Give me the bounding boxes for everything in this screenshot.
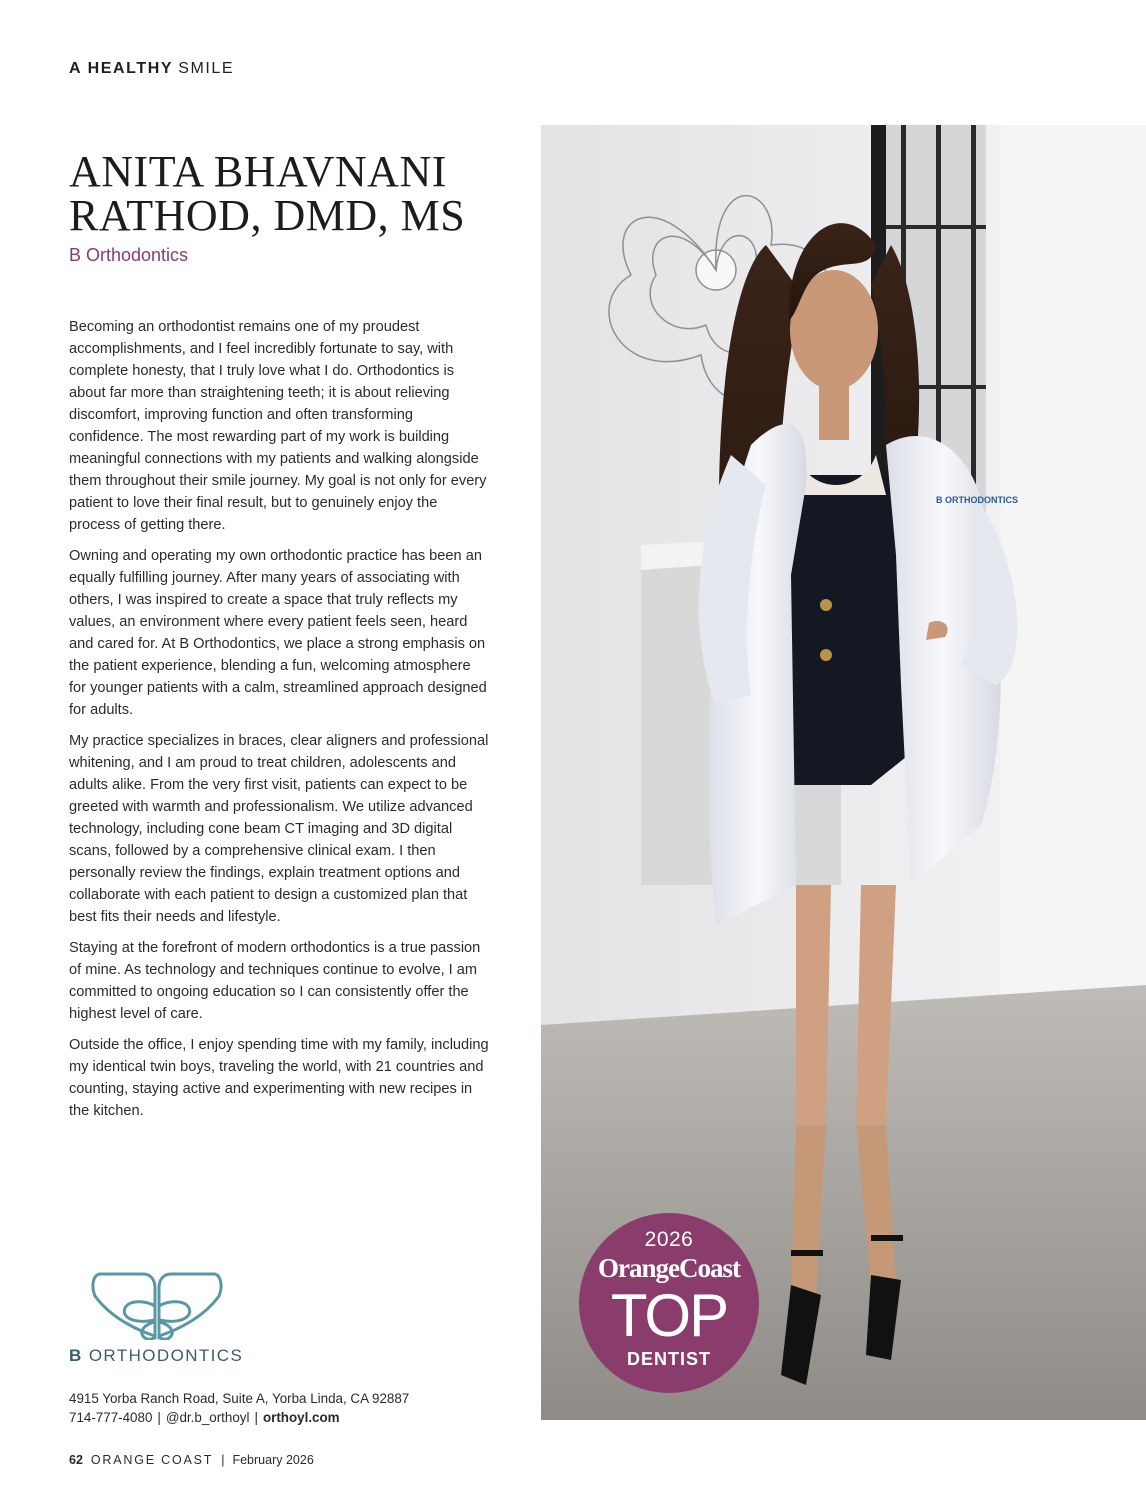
separator: | [221,1453,225,1467]
issue-date: February 2026 [232,1453,314,1467]
contact-line [69,1408,409,1427]
logo-wordmark [69,1346,243,1366]
body-paragraph: Outside the office, I enjoy spending time with my family, including my identical twin boys, traveling the world, with 21 countries and counting, staying active and experimenting with new recipes in the kitchen. [69,1037,489,1119]
practice-name: B Orthodontics [69,245,189,265]
practice-logo [69,1262,269,1372]
body-paragraph: Becoming an orthodontist remains one of my proudest accomplishments, and I feel incredibly fortunate to say, with complete honesty, that I truly love what I do. Orthodontics is about far more than straightening teeth; it is about relieving discomfort, improving function and often transforming confidence. The most rewarding part of my work is building meaningful connections with my patients and walking alongside them throughout their smile journey. My goal is not only for every patient to love their final result, but to genuinely enjoy the process of getting there. [69,319,487,533]
separator: | [157,1410,161,1425]
coat-logo-text: B ORTHODONTICS [936,495,1018,505]
social-handle: @dr.b_orthoyl [165,1410,250,1425]
top-dentist-badge [579,1213,759,1393]
section-label-light: SMILE [178,60,235,77]
badge-dentist: DENTIST [626,1349,711,1369]
phone-number: 714-777-4080 [69,1410,153,1425]
title-line-2: RATHOD, DMD, MS [69,191,466,240]
contact-block [69,1389,409,1427]
page-number: 62 [69,1453,83,1467]
badge-year: 2026 [644,1228,694,1251]
logo-wordmark-b: B [69,1346,83,1365]
magazine-name: ORANGE COAST [90,1453,214,1467]
body-paragraph: Staying at the forefront of modern orthodontics is a true passion of mine. As technology and techniques continue to evolve, I am committed to ongoing education so I can consistently offer the highest level of care. [69,940,481,1022]
section-label [69,60,234,78]
title-line-1: ANITA BHAVNANI [69,147,447,196]
page-footer [69,1453,314,1467]
badge-top: TOP [610,1282,728,1349]
body-paragraph: Owning and operating my own orthodontic practice has been an equally fulfilling journey. After many years of associating with others, I was inspired to create a space that truly reflects my values, an environment where every patient feels seen, heard and cared for. At B Orthodontics, we place a strong emphasis on the patient experience, blending a fun, welcoming atmosphere for younger patients with a calm, streamlined approach designed for adults. [69,548,487,718]
page-title [69,147,529,240]
butterfly-logo-icon [89,1266,225,1340]
badge-brand: OrangeCoast [598,1253,740,1283]
website-link[interactable]: orthoyl.com [262,1410,340,1425]
article-body [69,316,489,1131]
section-label-bold: A HEALTHY [69,60,174,77]
separator: | [254,1410,258,1425]
body-paragraph: My practice specializes in braces, clear aligners and professional whitening, and I am proud to treat children, adolescents and adults alike. From the very first visit, patients can expect to be greeted with warmth and professionalism. We utilize advanced technology, including cone beam CT imaging and 3D digital scans, followed by a comprehensive clinical exam. I then personally review the findings, explain treatment options and collaborate with each patient to design a customized plan that best fits their needs and lifestyle. [69,733,489,925]
logo-wordmark-text: ORTHODONTICS [88,1346,244,1365]
street-address: 4915 Yorba Ranch Road, Suite A, Yorba Linda, CA 92887 [69,1391,410,1406]
